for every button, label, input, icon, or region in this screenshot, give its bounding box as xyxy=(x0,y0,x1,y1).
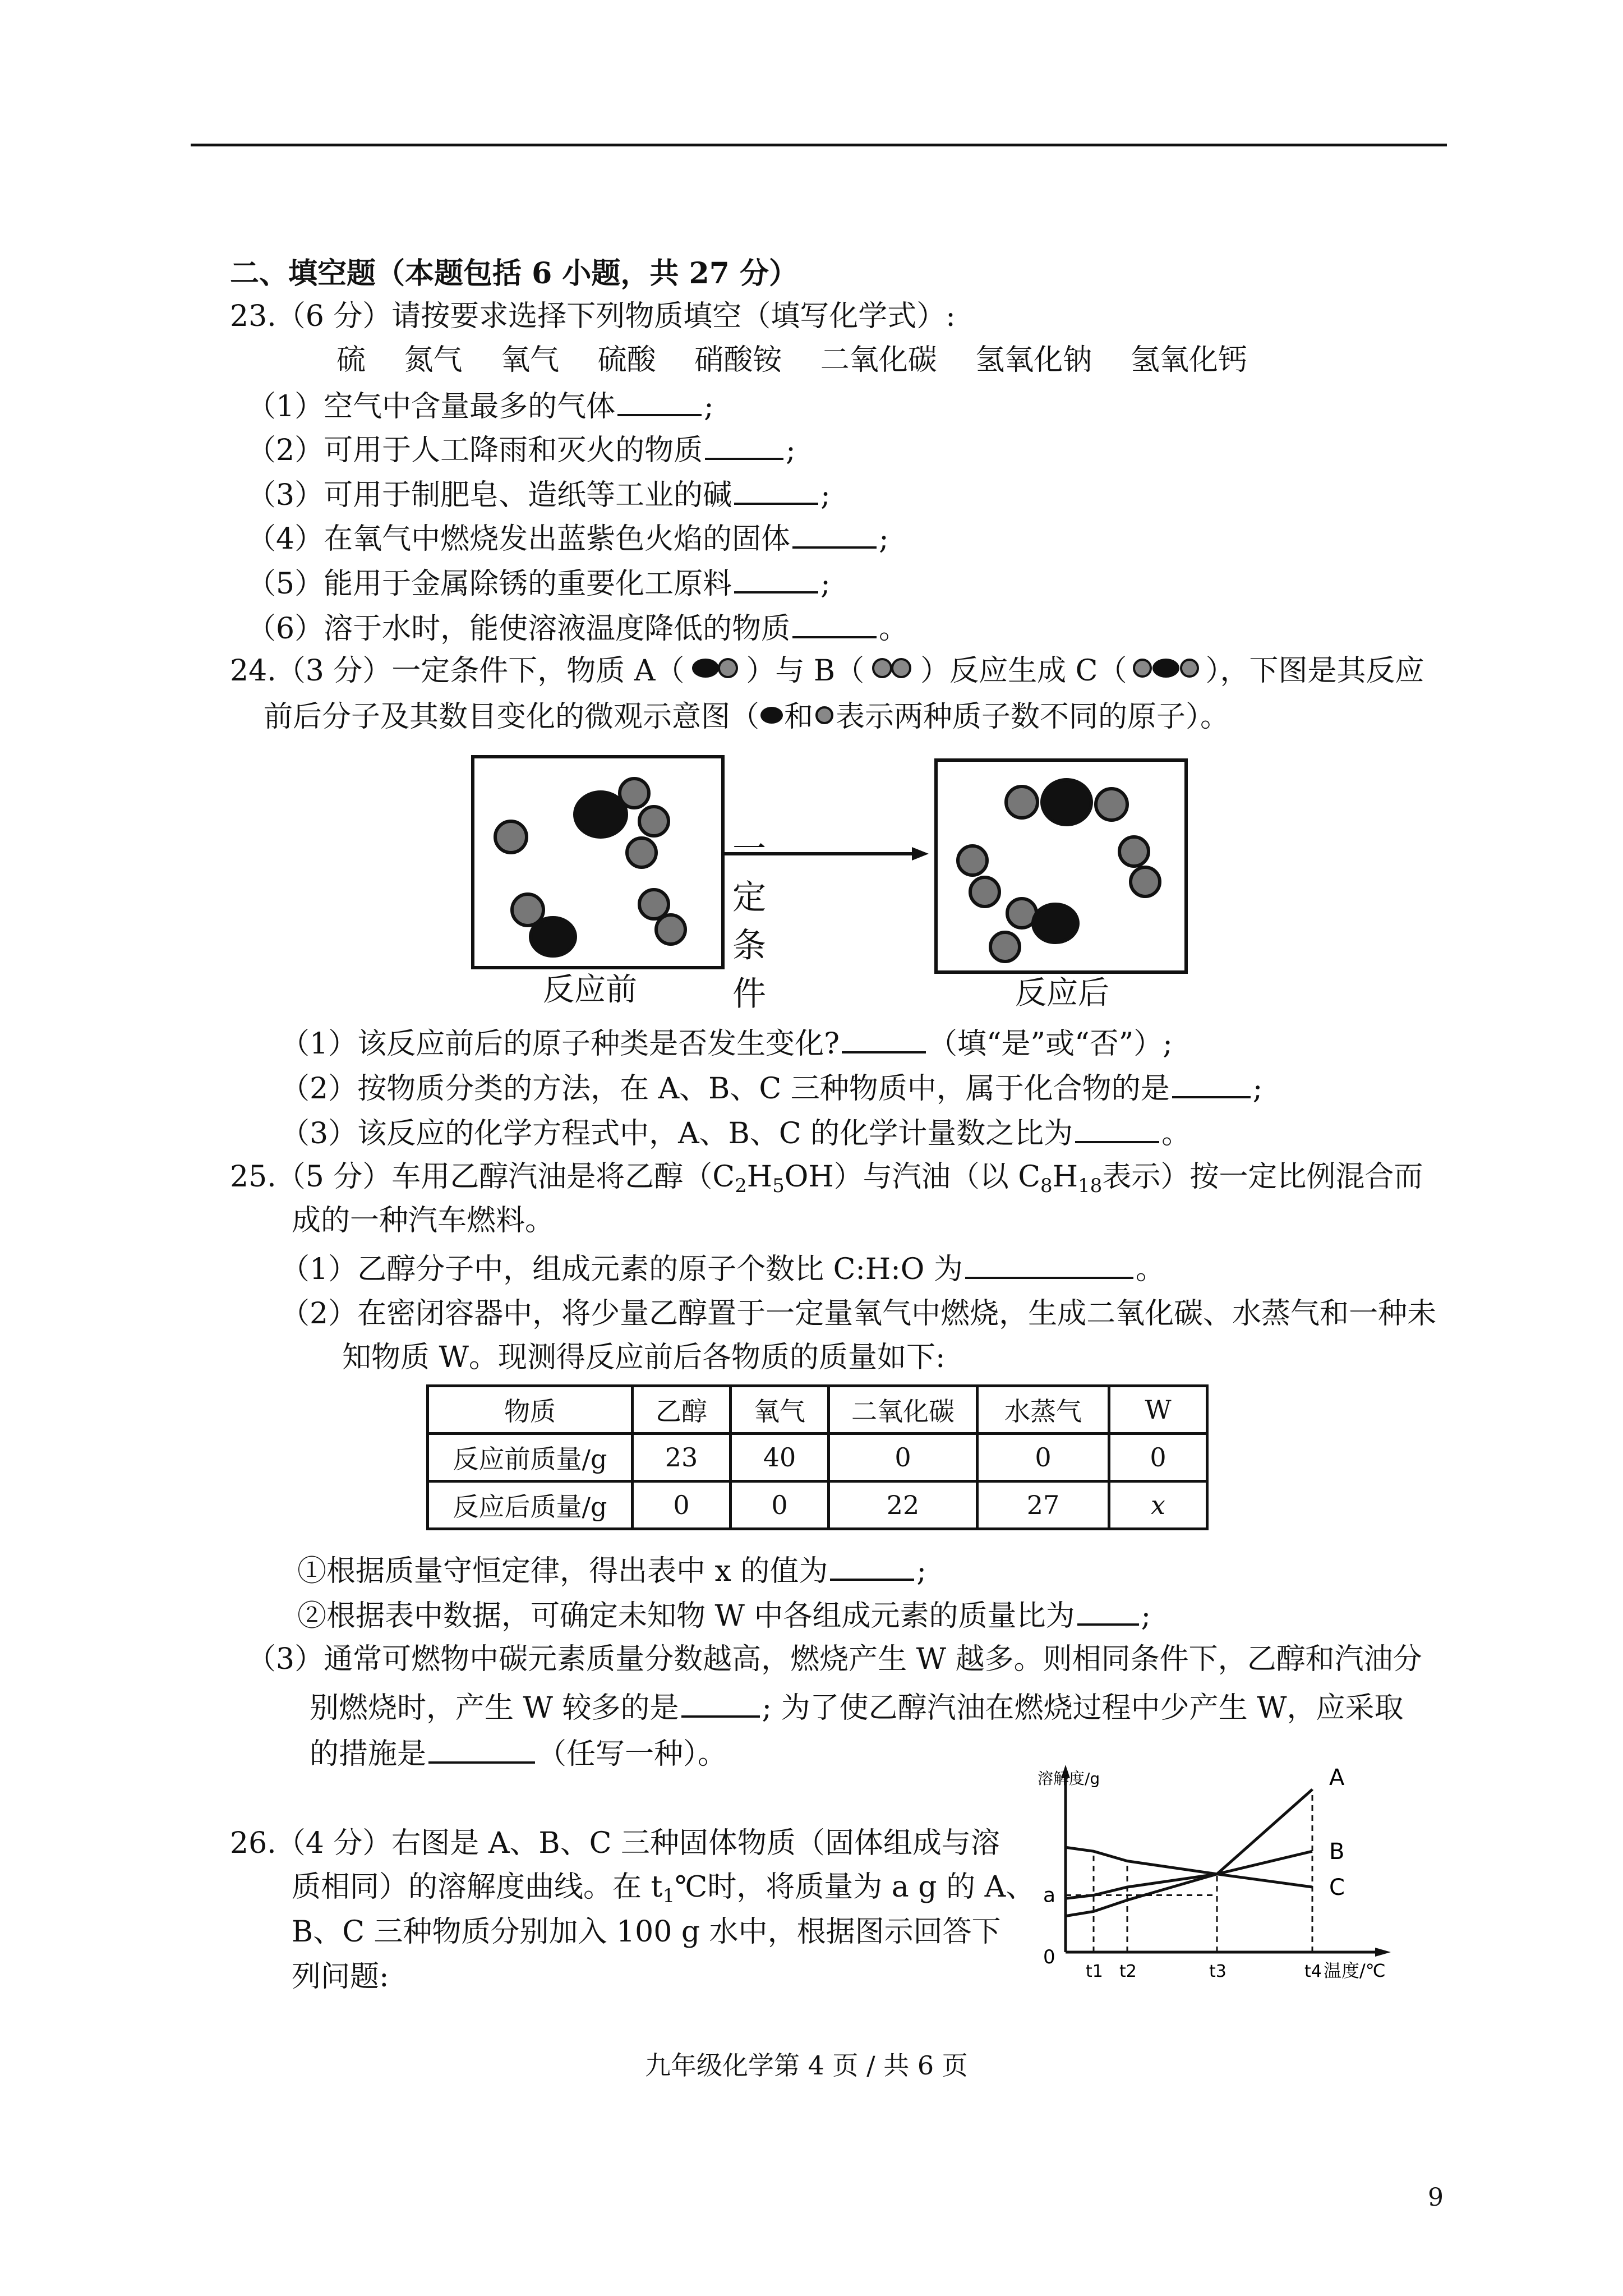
q23-item-6: （6）溶于水时，能使溶液温度降低的物质 。 xyxy=(247,609,908,646)
option: 硫酸 xyxy=(597,343,656,377)
q24-item-1: （1）该反应前后的原子种类是否发生变化? （填“是”或“否”）; xyxy=(280,1024,1173,1061)
option: 氢氧化钠 xyxy=(975,343,1092,377)
before-molecules xyxy=(474,758,721,966)
q25-sub-a: ①根据质量守恒定律，得出表中 x 的值为 ; xyxy=(297,1552,926,1588)
table-header-cell: 水蒸气 xyxy=(978,1386,1109,1434)
answer-blank[interactable] xyxy=(792,609,877,638)
answer-blank[interactable] xyxy=(1172,1069,1251,1098)
molecule-c-icon xyxy=(1127,656,1205,680)
answer-blank[interactable] xyxy=(1075,1114,1159,1143)
q25-sub-b: ②根据表中数据，可确定未知物 W 中各组成元素的质量比为 ; xyxy=(297,1596,1151,1633)
q25-item-3-line1: （3）通常可燃物中碳元素质量分数越高，燃烧产生 W 越多。则相同条件下，乙醇和汽油分 xyxy=(247,1642,1422,1676)
answer-blank[interactable] xyxy=(617,387,702,416)
y-tick-label: a xyxy=(1043,1884,1056,1907)
answer-blank[interactable] xyxy=(734,564,818,593)
y-axis-label: 溶解度/g xyxy=(1038,1769,1100,1788)
after-reaction-box xyxy=(934,758,1188,974)
q23-stem: 23.（6 分）请按要求选择下列物质填空（填写化学式）: xyxy=(230,300,956,333)
option: 硝酸铵 xyxy=(694,343,782,377)
table-cell: 0 xyxy=(633,1481,731,1529)
q25-stem-line2: 成的一种汽车燃料。 xyxy=(292,1204,555,1237)
table-header-cell: 乙醇 xyxy=(633,1386,731,1434)
table-header-row xyxy=(428,1386,1207,1434)
table-cell: 0 xyxy=(978,1434,1109,1481)
answer-blank[interactable] xyxy=(842,1024,926,1053)
table-cell: 反应后质量/g xyxy=(428,1481,633,1529)
option: 二氧化碳 xyxy=(820,343,937,377)
answer-blank[interactable] xyxy=(1077,1596,1139,1626)
origin-label: 0 xyxy=(1043,1946,1055,1968)
q23-item-4: （4）在氧气中燃烧发出蓝紫色火焰的固体 ; xyxy=(247,519,889,556)
series-line-B xyxy=(1066,1851,1312,1898)
mass-table xyxy=(426,1384,1209,1530)
table-cell: 0 xyxy=(1109,1434,1207,1481)
page-footer: 九年级化学第 4 页 / 共 6 页 xyxy=(645,2050,968,2081)
after-molecules xyxy=(938,762,1184,970)
table-cell: 22 xyxy=(829,1481,978,1529)
option: 氧气 xyxy=(501,343,560,377)
table-cell: 0 xyxy=(829,1434,978,1481)
answer-blank[interactable] xyxy=(705,431,783,460)
q25-item-2-line2: 知物质 W。现测得反应前后各物质的质量如下: xyxy=(342,1341,946,1374)
molecule-b-icon xyxy=(864,656,920,680)
q23-item-5: （5）能用于金属除锈的重要化工原料 ; xyxy=(247,564,831,601)
before-label: 反应前 xyxy=(543,972,637,1008)
section-title: 二、填空题（本题包括 6 小题，共 27 分） xyxy=(230,256,798,291)
q25-item-2-line1: （2）在密闭容器中，将少量乙醇置于一定量氧气中燃烧，生成二氧化碳、水蒸气和一种未 xyxy=(280,1297,1437,1331)
q23-options xyxy=(336,343,1247,377)
series-label-A: A xyxy=(1329,1765,1345,1791)
q25-item-1: （1）乙醇分子中，组成元素的原子个数比 C:H:O 为 。 xyxy=(280,1250,1165,1286)
q23-item-2: （2）可用于人工降雨和灭火的物质 ; xyxy=(247,431,796,467)
series-lines xyxy=(1066,1789,1312,1916)
q23-item-3: （3）可用于制肥皂、造纸等工业的碱 ; xyxy=(247,476,831,512)
option: 氮气 xyxy=(404,343,463,377)
x-tick-label: t1 xyxy=(1086,1962,1103,1981)
q24-item-2: （2）按物质分类的方法，在 A、B、C 三种物质中，属于化合物的是 ; xyxy=(280,1069,1262,1106)
q26-line4: 列问题: xyxy=(292,1960,389,1994)
series-label-B: B xyxy=(1329,1839,1345,1865)
q24-stem-line2: 前后分子及其数目变化的微观示意图（ 和 表示两种质子数不同的原子）。 xyxy=(264,700,1230,734)
option: 氢氧化钙 xyxy=(1130,343,1247,377)
header-rule xyxy=(191,144,1447,146)
answer-blank[interactable] xyxy=(428,1734,535,1764)
table-cell: 23 xyxy=(633,1434,731,1481)
molecule-a-icon xyxy=(684,656,746,680)
table-cell: 反应前质量/g xyxy=(428,1434,633,1481)
solubility-chart xyxy=(1032,1761,1402,1986)
answer-blank[interactable] xyxy=(681,1688,760,1718)
x-tick-label: t3 xyxy=(1209,1962,1227,1981)
dark-atom-icon xyxy=(759,704,784,726)
answer-blank[interactable] xyxy=(734,476,818,505)
q24-item-3: （3）该反应的化学方程式中，A、B、C 的化学计量数之比为 。 xyxy=(280,1114,1191,1151)
table-cell: 0 xyxy=(731,1481,829,1529)
arrow-icon xyxy=(721,825,934,869)
table-header-cell: 氧气 xyxy=(731,1386,829,1434)
before-reaction-box xyxy=(471,755,725,969)
x-tick-label: t4 xyxy=(1304,1962,1322,1981)
table-row xyxy=(428,1434,1207,1481)
table-header-cell: W xyxy=(1109,1386,1207,1434)
answer-blank[interactable] xyxy=(792,519,877,549)
q26-line2: 质相同）的溶解度曲线。在 $t_1℃$时，将质量为 a g 的 A、 xyxy=(292,1870,1035,1907)
table-row xyxy=(428,1481,1207,1529)
light-atom-icon xyxy=(813,704,836,726)
table-cell: 27 xyxy=(978,1481,1109,1529)
table-header-cell: 二氧化碳 xyxy=(829,1386,978,1434)
answer-blank[interactable] xyxy=(965,1250,1133,1279)
after-label: 反应后 xyxy=(1015,975,1109,1011)
option: 硫 xyxy=(336,343,366,377)
series-label-C: C xyxy=(1329,1875,1345,1901)
answer-blank[interactable] xyxy=(830,1552,914,1581)
q26-line1: 26.（4 分）右图是 A、B、C 三种固体物质（固体组成与溶 xyxy=(230,1826,1000,1860)
q25-stem-line1: 25.（5 分）车用乙醇汽油是将乙醇$(C_2H_5OH)$与汽油（以 $C_8H_{18}$表示）按一定比例混合而 xyxy=(230,1160,1423,1197)
x-tick-label: t2 xyxy=(1119,1962,1137,1981)
q23-item-1: （1）空气中含量最多的气体 ; xyxy=(247,387,714,424)
x-axis-label: 温度/℃ xyxy=(1324,1960,1386,1981)
q24-stem-line1: 24.（3 分）一定条件下，物质 A（ ）与 B（ ）反应生成 C（ ），下图是其反应 xyxy=(230,654,1424,688)
arrow-label: 一定条件 xyxy=(732,830,766,1014)
table-header-cell: 物质 xyxy=(428,1386,633,1434)
q25-item-3-line2: 别燃烧时，产生 W 较多的是 ; 为了使乙醇汽油在燃烧过程中少产生 W，应采取 xyxy=(310,1688,1404,1725)
x-axis-arrow-icon xyxy=(1375,1948,1391,1957)
page-number: 9 xyxy=(1428,2183,1444,2212)
q26-line3: B、C 三种物质分别加入 100 g 水中，根据图示回答下 xyxy=(292,1915,1001,1949)
table-cell: x xyxy=(1109,1481,1207,1529)
table-cell: 40 xyxy=(731,1434,829,1481)
q25-item-3-line3: 的措施是 （任写一种）。 xyxy=(310,1734,727,1771)
